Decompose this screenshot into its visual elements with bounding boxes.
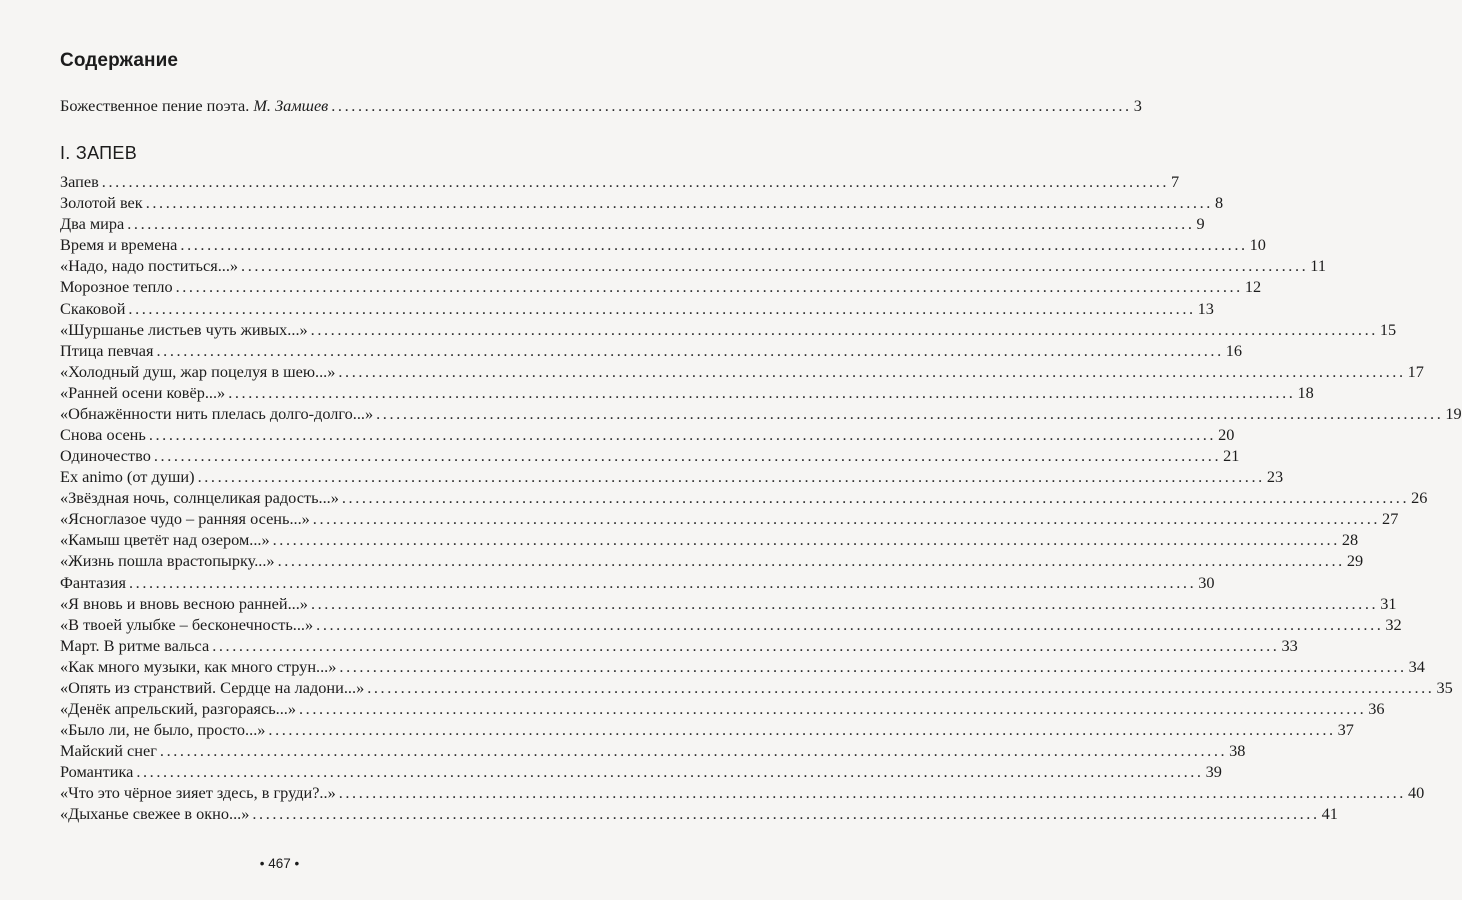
toc-page-number: 20 [1218, 425, 1235, 444]
toc-entry-intro [60, 96, 1142, 116]
toc-page-number: 21 [1223, 446, 1240, 465]
dot-leader: ................................................................................................................................................................ [299, 699, 1367, 718]
toc-entry [60, 172, 1180, 192]
toc-entry-title: «Шуршанье листьев чуть живых...» [60, 319, 308, 339]
toc-entry-title: Птица певчая [60, 340, 154, 360]
toc-entry-title: Снова осень [60, 425, 146, 444]
page-heading: Содержание [60, 50, 179, 71]
dot-leader: ................................................................................................................................................................ [338, 361, 1406, 381]
dot-leader: ................................................................................................................................................................ [101, 172, 1170, 191]
toc-entry [60, 319, 1397, 340]
toc-entry [60, 677, 1453, 698]
toc-entry [60, 403, 1462, 424]
toc-page-number: 30 [1198, 572, 1215, 592]
toc-entry-title: Март. В ритме вальса [60, 635, 210, 655]
toc-page-number: 37 [1337, 720, 1354, 740]
toc-page-number: 13 [1197, 298, 1214, 318]
toc-entry-title: «Дыханье свежее в окно...» [60, 804, 250, 824]
toc-entry-title: «Опять из странствий. Сердце на ладони...» [60, 677, 365, 697]
dot-leader: ................................................................................................................................................................ [341, 488, 1410, 508]
intro-title: Божественное пение поэта. [60, 96, 250, 115]
dot-leader: ................................................................................................................................................................ [376, 403, 1444, 423]
toc-page-number: 27 [1382, 509, 1399, 529]
toc-entry-title: Скаковой [60, 298, 126, 318]
toc-page-number: 3 [1133, 96, 1142, 115]
toc-page-number: 10 [1249, 235, 1266, 255]
toc-entry-title: Морозное тепло [60, 277, 173, 297]
dot-leader: ................................................................................................................................................................ [175, 277, 1243, 297]
toc-entry-title: «Денёк апрельский, разгораясь...» [60, 699, 297, 718]
toc-entry [60, 635, 1298, 656]
toc-entry-title [60, 96, 328, 116]
toc-page-number: 28 [1341, 530, 1359, 550]
toc-entry [60, 382, 1314, 403]
toc-entry [60, 804, 1338, 824]
toc-entry-title: «Холодный душ, жар поцелуя в шею...» [60, 361, 336, 381]
dot-leader: ................................................................................................................................................................ [148, 425, 1217, 444]
toc-entry [60, 614, 1402, 635]
toc-page-number: 32 [1385, 614, 1402, 634]
dot-leader: ................................................................................................................................................................ [339, 656, 1407, 676]
toc-entry [60, 256, 1326, 276]
toc-entry-title: Ex animo (от души) [60, 467, 195, 487]
toc-page-number: 26 [1411, 488, 1428, 508]
toc-page-number: 18 [1297, 382, 1314, 402]
toc-entry [60, 340, 1243, 361]
toc-page-number: 17 [1407, 361, 1424, 381]
toc-page-number: 39 [1205, 762, 1222, 782]
toc-entry-title: Два мира [60, 214, 125, 234]
toc-entry [60, 762, 1222, 782]
toc-entry [60, 214, 1205, 234]
toc-entry-title: Фантазия [60, 572, 126, 592]
dot-leader: ................................................................................................................................................................ [159, 741, 1228, 761]
toc-entry-title: «Надо, надо поститься...» [60, 256, 239, 276]
toc-page-number: 41 [1321, 804, 1338, 824]
dot-leader: ................................................................................................................................................................ [145, 193, 1213, 213]
toc-entry-title: Одиночество [60, 446, 151, 465]
toc-entry [60, 656, 1425, 677]
toc-page-number: 7 [1171, 172, 1180, 191]
toc-entry [60, 783, 1425, 803]
toc-entry [60, 509, 1399, 529]
toc-entry [60, 361, 1424, 382]
dot-leader: ................................................................................................................................................................ [310, 319, 1378, 339]
toc-entry [60, 488, 1428, 508]
toc-entry-title: Время и времена [60, 235, 178, 255]
toc-page-number: 8 [1214, 193, 1224, 213]
dot-leader: ................................................................................................................................................................ [316, 614, 1384, 634]
toc-page-number: 15 [1379, 319, 1397, 339]
dot-leader: ................................................................................................................................................................ [197, 467, 1265, 487]
toc-entry-title: Майский снег [60, 741, 157, 761]
dot-leader: ................................................................................................................................................................ [128, 572, 1197, 592]
toc-entry-title: «Было ли, не было, просто...» [60, 720, 266, 740]
dot-leader: ................................................................................................................................................................ [127, 214, 1195, 234]
toc-page-number: 40 [1407, 783, 1425, 803]
toc-entry-title: «Как много музыки, как много струн...» [60, 656, 337, 676]
dot-leader: ........................................................................................................................ [331, 96, 1132, 115]
dot-leader: ................................................................................................................................................................ [252, 804, 1320, 824]
toc-page-number: 29 [1346, 551, 1364, 571]
dot-leader: ................................................................................................................................................................ [156, 340, 1224, 360]
toc-entry [60, 741, 1246, 761]
toc-entry-title: «Я вновь и вновь весною ранней...» [60, 593, 308, 613]
toc-page-number: 36 [1368, 699, 1385, 718]
dot-leader: ................................................................................................................................................................ [228, 382, 1296, 402]
toc-entry [60, 467, 1284, 487]
toc-entry [60, 235, 1266, 255]
dot-leader: ................................................................................................................................................................ [277, 551, 1345, 571]
dot-leader: ................................................................................................................................................................ [241, 256, 1309, 276]
toc-entry [60, 298, 1214, 319]
dot-leader: ................................................................................................................................................................ [128, 298, 1196, 318]
toc-entry [60, 277, 1262, 297]
toc-entry-title: «Ясноглазое чудо – ранняя осень...» [60, 509, 310, 529]
toc-entry-title: «В твоей улыбке – бесконечность...» [60, 614, 314, 634]
toc-entry [60, 551, 1364, 571]
toc-entry-title: Романтика [60, 762, 134, 782]
section-title: I. ЗАПЕВ [60, 143, 138, 163]
toc-entry [60, 572, 1215, 593]
toc-entry-title: Запев [60, 172, 99, 191]
toc-page-number: 16 [1225, 340, 1243, 360]
toc-page-number: 9 [1196, 214, 1205, 234]
toc-page-number: 11 [1310, 256, 1326, 276]
dot-leader: ................................................................................................................................................................ [310, 593, 1379, 613]
toc-entry-title: «Звёздная ночь, солнцеликая радость...» [60, 488, 339, 508]
toc-entry [60, 193, 1224, 213]
toc-page-number: 33 [1281, 635, 1298, 655]
toc-entry [60, 720, 1354, 740]
dot-leader: ................................................................................................................................................................ [272, 530, 1340, 550]
toc-entry-title: «Что это чёрное зияет здесь, в груди?..» [60, 783, 336, 803]
dot-leader: ................................................................................................................................................................ [312, 509, 1381, 529]
toc-page-number: 35 [1436, 677, 1453, 697]
toc-page-number: 23 [1266, 467, 1284, 487]
page-number-footer: • 467 • [259, 856, 300, 871]
dot-leader: ................................................................................................................................................................ [212, 635, 1280, 655]
dot-leader: ................................................................................................................................................................ [268, 720, 1336, 740]
toc-entry [60, 699, 1385, 719]
toc-entry [60, 425, 1235, 445]
intro-author: М. Замшев [253, 96, 329, 115]
toc-page-number: 38 [1229, 741, 1246, 761]
dot-leader: ................................................................................................................................................................ [338, 783, 1406, 803]
toc-entry [60, 530, 1359, 550]
dot-leader: ................................................................................................................................................................ [136, 762, 1204, 782]
toc-entry [60, 446, 1240, 466]
toc-entry-title: «Обнажённости нить плелась долго-долго...» [60, 403, 374, 423]
dot-leader: ................................................................................................................................................................ [367, 677, 1435, 697]
toc-page-number: 31 [1380, 593, 1397, 613]
dot-leader: ................................................................................................................................................................ [180, 235, 1248, 255]
toc-entry-title: Золотой век [60, 193, 143, 213]
toc-entry [60, 593, 1397, 614]
toc-page-number: 12 [1244, 277, 1262, 297]
toc-entry-title: «Жизнь пошла врастопырку...» [60, 551, 275, 571]
dot-leader: ................................................................................................................................................................ [153, 446, 1222, 465]
toc-entry-title: «Ранней осени ковёр...» [60, 382, 226, 402]
toc-page-number: 34 [1408, 656, 1425, 676]
toc-page-number: 19 [1445, 403, 1462, 423]
toc-entry-title: «Камыш цветёт над озером...» [60, 530, 270, 550]
